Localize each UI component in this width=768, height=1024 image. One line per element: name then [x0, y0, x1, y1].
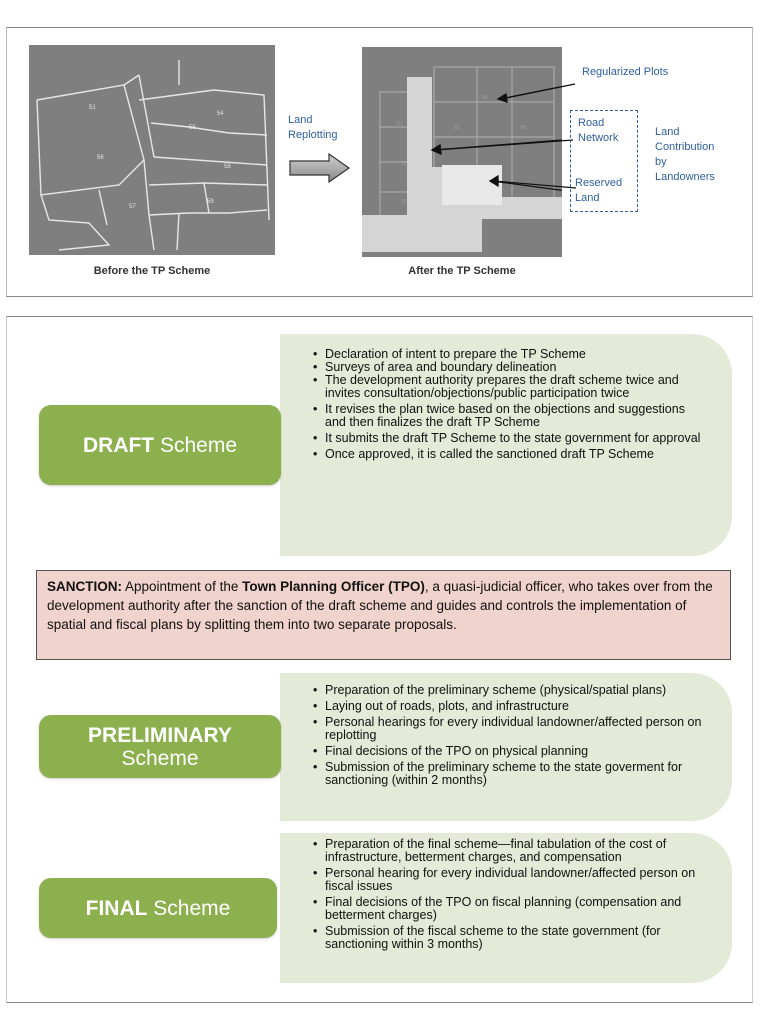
list-item: • Declaration of intent to prepare the TP Scheme: [313, 348, 703, 361]
arrow-label: Land Replotting: [288, 114, 338, 141]
plot-number: 59: [207, 199, 214, 205]
svg-text:54: 54: [482, 95, 488, 101]
sanction-box: SANCTION: Appointment of the Town Planning Officer (TPO), a quasi-judicial officer, who takes over from the development authority after the sanction of the draft scheme and guides and controls the implementation of spatial and fiscal plans by splitting them into two separate proposals.: [36, 570, 731, 660]
draft-scheme-label: DRAFT Scheme: [39, 405, 281, 485]
plot-number: 58: [224, 164, 231, 170]
list-item: • It revises the plan twice based on the objections and suggestions and then finalizes the draft TP Scheme: [313, 403, 703, 429]
reserved-arrow: [488, 176, 578, 196]
final-scheme-label: FINAL Scheme: [39, 878, 277, 938]
list-item: • Personal hearing for every individual landowner/affected person on fiscal issues: [313, 867, 703, 893]
list-item: • Laying out of roads, plots, and infrastructure: [313, 700, 703, 713]
list-item: • Submission of the fiscal scheme to the state government (for sanctioning within 3 months): [313, 925, 703, 951]
list-item: • Final decisions of the TPO on fiscal planning (compensation and betterment charges): [313, 896, 703, 922]
land-contribution-bracket: [570, 110, 638, 212]
preliminary-scheme-label: PRELIMINARY Scheme: [39, 715, 281, 778]
draft-bullet-list: [313, 348, 703, 464]
final-bullet-list: [313, 838, 703, 954]
list-item: • Once approved, it is called the sanctioned draft TP Scheme: [313, 448, 703, 461]
list-item: • Preparation of the final scheme—final tabulation of the cost of infrastructure, betterment charges, and compensation: [313, 838, 703, 864]
svg-text:56: 56: [402, 161, 408, 167]
plot-number: 57: [129, 204, 136, 210]
svg-text:58: 58: [520, 125, 526, 131]
list-item: • It submits the draft TP Scheme to the state government for approval: [313, 432, 703, 445]
list-item: • Final decisions of the TPO on physical planning: [313, 745, 703, 758]
plot-number: 55: [189, 125, 196, 131]
list-item: • The development authority prepares the draft scheme twice and invites consultation/objections/public participation twice: [313, 374, 703, 400]
list-item: • Submission of the preliminary scheme to the state goverment for sanctioning (within 2 months): [313, 761, 703, 787]
after-caption: After the TP Scheme: [408, 265, 516, 277]
before-caption: Before the TP Scheme: [93, 265, 211, 277]
svg-text:55: 55: [454, 125, 460, 131]
road-arrow: [430, 138, 575, 158]
plot-number: 51: [89, 105, 96, 111]
svg-text:57: 57: [402, 199, 408, 205]
list-item: • Surveys of area and boundary delineation: [313, 361, 703, 374]
land-contribution-label: Land Contribution by Landowners: [655, 126, 715, 183]
plot-number: 56: [97, 155, 104, 161]
before-map: [29, 45, 275, 255]
preliminary-bullet-list: [313, 684, 703, 790]
list-item: • Personal hearings for every individual landowner/affected person on replotting: [313, 716, 703, 742]
plot-number: 54: [217, 111, 224, 117]
right-arrow-icon: [289, 153, 351, 183]
svg-text:51: 51: [397, 121, 403, 127]
regularized-plots-label: Regularized Plots: [582, 66, 669, 78]
reserved-land-label: Reserved Land: [575, 177, 623, 204]
list-item: • Preparation of the preliminary scheme (physical/spatial plans): [313, 684, 703, 697]
road-network-label: Road Network: [578, 117, 619, 144]
